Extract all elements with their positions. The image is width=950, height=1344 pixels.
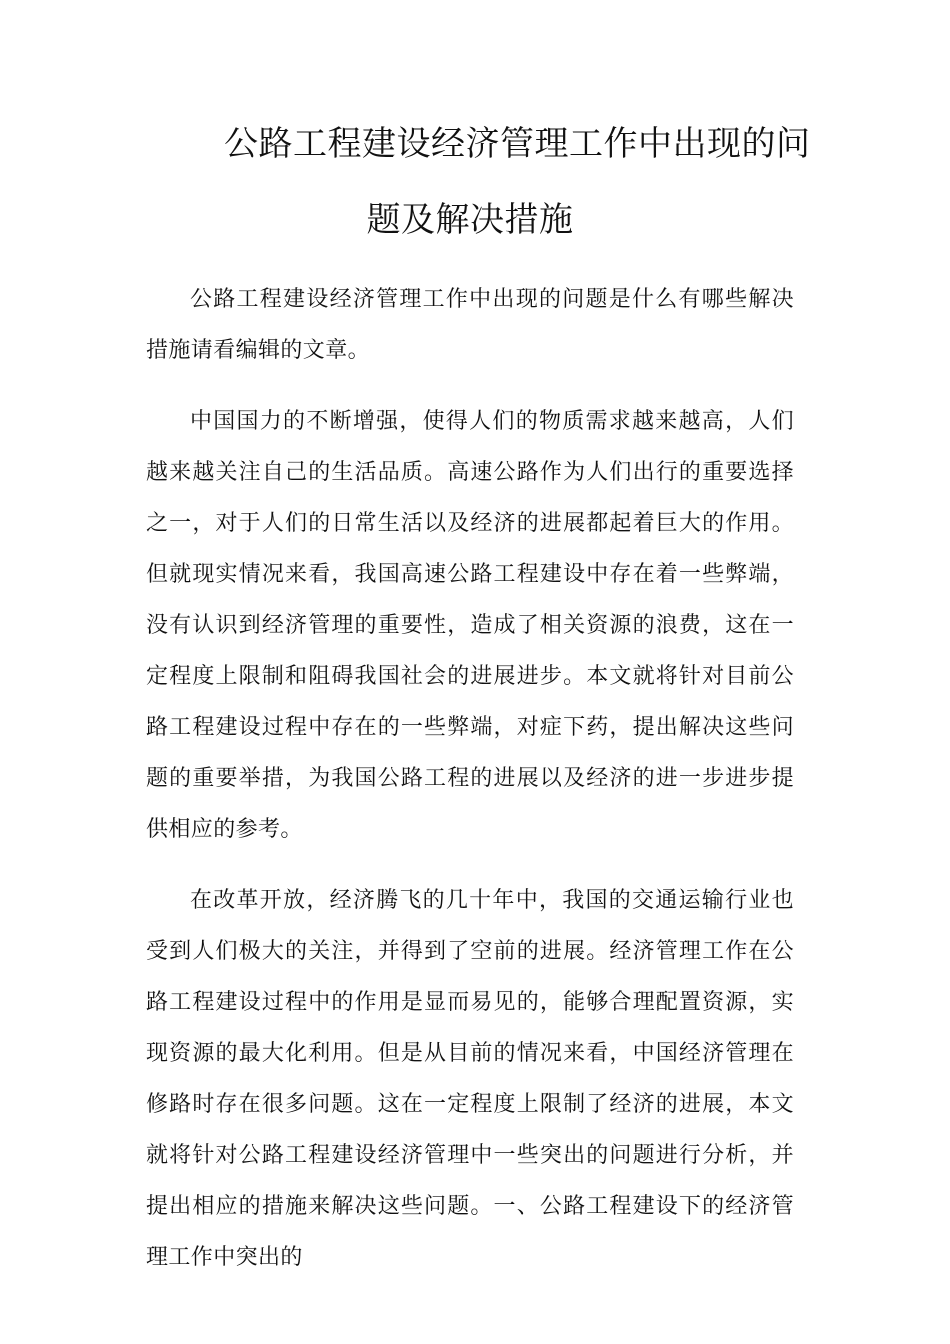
paragraph-reform: 在改革开放，经济腾飞的几十年中，我国的交通运输行业也受到人们极大的关注，并得到了空前的进展。经济管理工作在公路工程建设过程中的作用是显而易见的，能够合理配置资源，实现资源的最大化利用。但是从目前的情况来看，中国经济管理在修路时存在很多问题。这在一定程度上限制了经济的进展，本文就将针对公路工程建设经济管理中一些突出的问题进行分析，并提出相应的措施来解决这些问题。一、公路工程建设下的经济管理工作中突出的 <box>146 888 794 1270</box>
document-title-line-1: 公路工程建设经济管理工作中出现的问 <box>224 124 811 164</box>
paragraph-intro: 公路工程建设经济管理工作中出现的问题是什么有哪些解决措施请看编辑的文章。 <box>146 287 794 363</box>
document-body <box>146 274 794 1303</box>
paragraph-background: 中国国力的不断增强，使得人们的物质需求越来越高，人们越来越关注自己的生活品质。高速公路作为人们出行的重要选择之一，对于人们的日常生活以及经济的进展都起着巨大的作用。但就现实情况来看，我国高速公路工程建设中存在着一些弊端，没有认识到经济管理的重要性，造成了相关资源的浪费，这在一定程度上限制和阻碍我国社会的进展进步。本文就将针对目前公路工程建设过程中存在的一些弊端，对症下药，提出解决这些问题的重要举措，为我国公路工程的进展以及经济的进一步进步提供相应的参考。 <box>146 409 794 842</box>
document-title-line-2: 题及解决措施 <box>366 200 574 240</box>
